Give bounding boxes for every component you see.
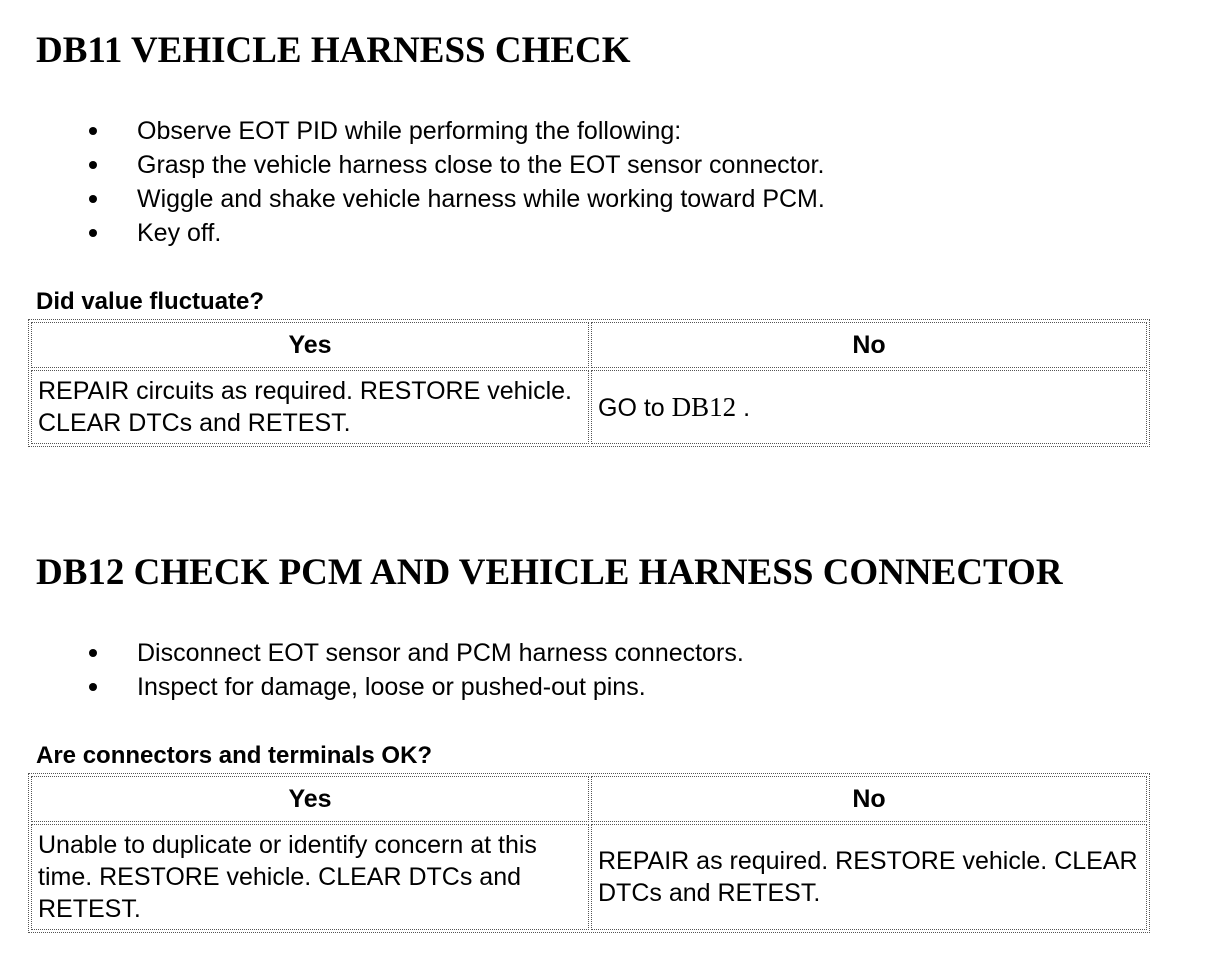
bullet-icon [89,649,97,657]
yes-cell: Unable to duplicate or identify concern at this time. RESTORE vehicle. CLEAR DTCs and RETEST. [31,824,589,930]
db11-question: Did value fluctuate? [36,288,265,315]
no-cell-text: GO to [598,393,665,422]
db12-link[interactable]: DB12 [671,391,737,422]
bullet-icon [89,683,97,691]
yes-cell: REPAIR circuits as required. RESTORE vehicle. CLEAR DTCs and RETEST. [31,370,589,444]
db12-question: Are connectors and terminals OK? [36,742,433,769]
bullet-icon [89,229,97,237]
table-header-row [31,776,1147,822]
no-cell: REPAIR as required. RESTORE vehicle. CLEAR DTCs and RETEST. [591,824,1147,930]
table-header-row [31,322,1147,368]
section-title-db11: DB11 VEHICLE HARNESS CHECK [36,30,631,71]
yes-header: Yes [31,322,589,368]
bullet-icon [89,195,97,203]
section-title-db12: DB12 CHECK PCM AND VEHICLE HARNESS CONNECTOR [36,552,1063,593]
db12-step-list [0,636,744,704]
list-item: Wiggle and shake vehicle harness while working toward PCM. [0,182,825,216]
no-header: No [591,322,1147,368]
db11-step-list [0,114,825,250]
list-item: Inspect for damage, loose or pushed-out pins. [0,670,744,704]
no-header: No [591,776,1147,822]
table-row [31,824,1147,930]
bullet-icon [89,127,97,135]
yes-header: Yes [31,776,589,822]
bullet-icon [89,161,97,169]
db12-decision-table [28,773,1150,933]
list-item: Grasp the vehicle harness close to the EOT sensor connector. [0,148,825,182]
list-item: Key off. [0,216,825,250]
table-row [31,370,1147,444]
db11-decision-table [28,319,1150,447]
list-item: Observe EOT PID while performing the following: [0,114,825,148]
no-cell-suffix: . [743,393,751,422]
no-cell [591,370,1147,444]
list-item: Disconnect EOT sensor and PCM harness connectors. [0,636,744,670]
